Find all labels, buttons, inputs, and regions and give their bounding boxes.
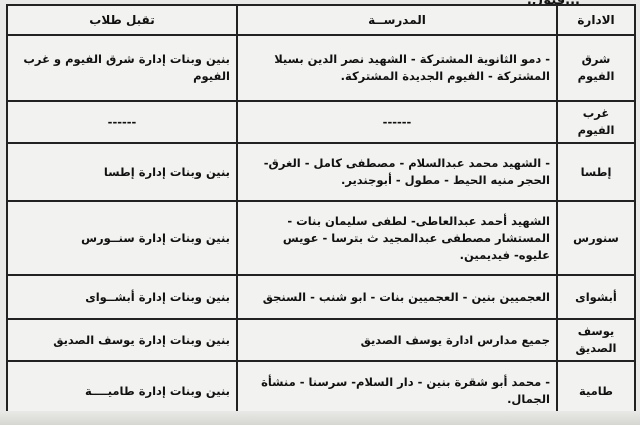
cell-administration: غرب الفيوم [557,101,635,143]
cell-school: ------ [237,101,557,143]
cell-accept: بنين وبنات إدارة إطسا [7,143,237,201]
table-header [7,5,635,35]
cell-administration: يوسف الصديق [557,319,635,361]
table-row [7,101,635,143]
table-row [7,319,635,361]
header-row [7,5,635,35]
cell-school: الشهيد أحمد عبدالعاطى- لطفى سليمان بنات - المستشار مصطفى عبدالمجيد ث بترسا - عويس عليوه- فيديمين. [237,201,557,275]
cell-school: العجميين بنين - العجميين بنات - ابو شنب - السنجق [237,275,557,319]
cell-accept: بنين وبنات إدارة أبشــواى [7,275,237,319]
cell-accept: بنين وبنات إدارة سنــورس [7,201,237,275]
table-row [7,35,635,101]
cell-school: - محمد أبو شقرة بنين - دار السلام- سرسنا - منشأة الجمال. [237,361,557,421]
header-administration: الادارة [557,5,635,35]
cell-accept: ------ [7,101,237,143]
header-school: المدرســة [237,5,557,35]
header-accept: تقبل طلاب [7,5,237,35]
table-row [7,275,635,319]
cell-administration: إطسا [557,143,635,201]
cell-accept: بنين وبنات إدارة طاميــــة [7,361,237,421]
page-bottom-edge [0,411,640,425]
cell-accept: بنين وبنات إدارة شرق الفيوم و غرب الفيوم [7,35,237,101]
cell-administration: أبشواى [557,275,635,319]
cell-accept: بنين وبنات إدارة يوسف الصديق [7,319,237,361]
table-row [7,143,635,201]
cell-administration: سنورس [557,201,635,275]
schools-table [6,4,636,422]
cell-school: - دمو الثانوية المشتركة - الشهيد نصر الدين بسيلا المشتركة - الفيوم الجديدة المشتركة. [237,35,557,101]
cell-administration: شرق الفيوم [557,35,635,101]
table-row [7,201,635,275]
cell-school: - الشهيد محمد عبدالسلام - مصطفى كامل - الغرق- الحجر منيه الحيط - مطول - أبوجندير. [237,143,557,201]
cell-school: جميع مدارس ادارة يوسف الصديق [237,319,557,361]
cell-administration: طامية [557,361,635,421]
